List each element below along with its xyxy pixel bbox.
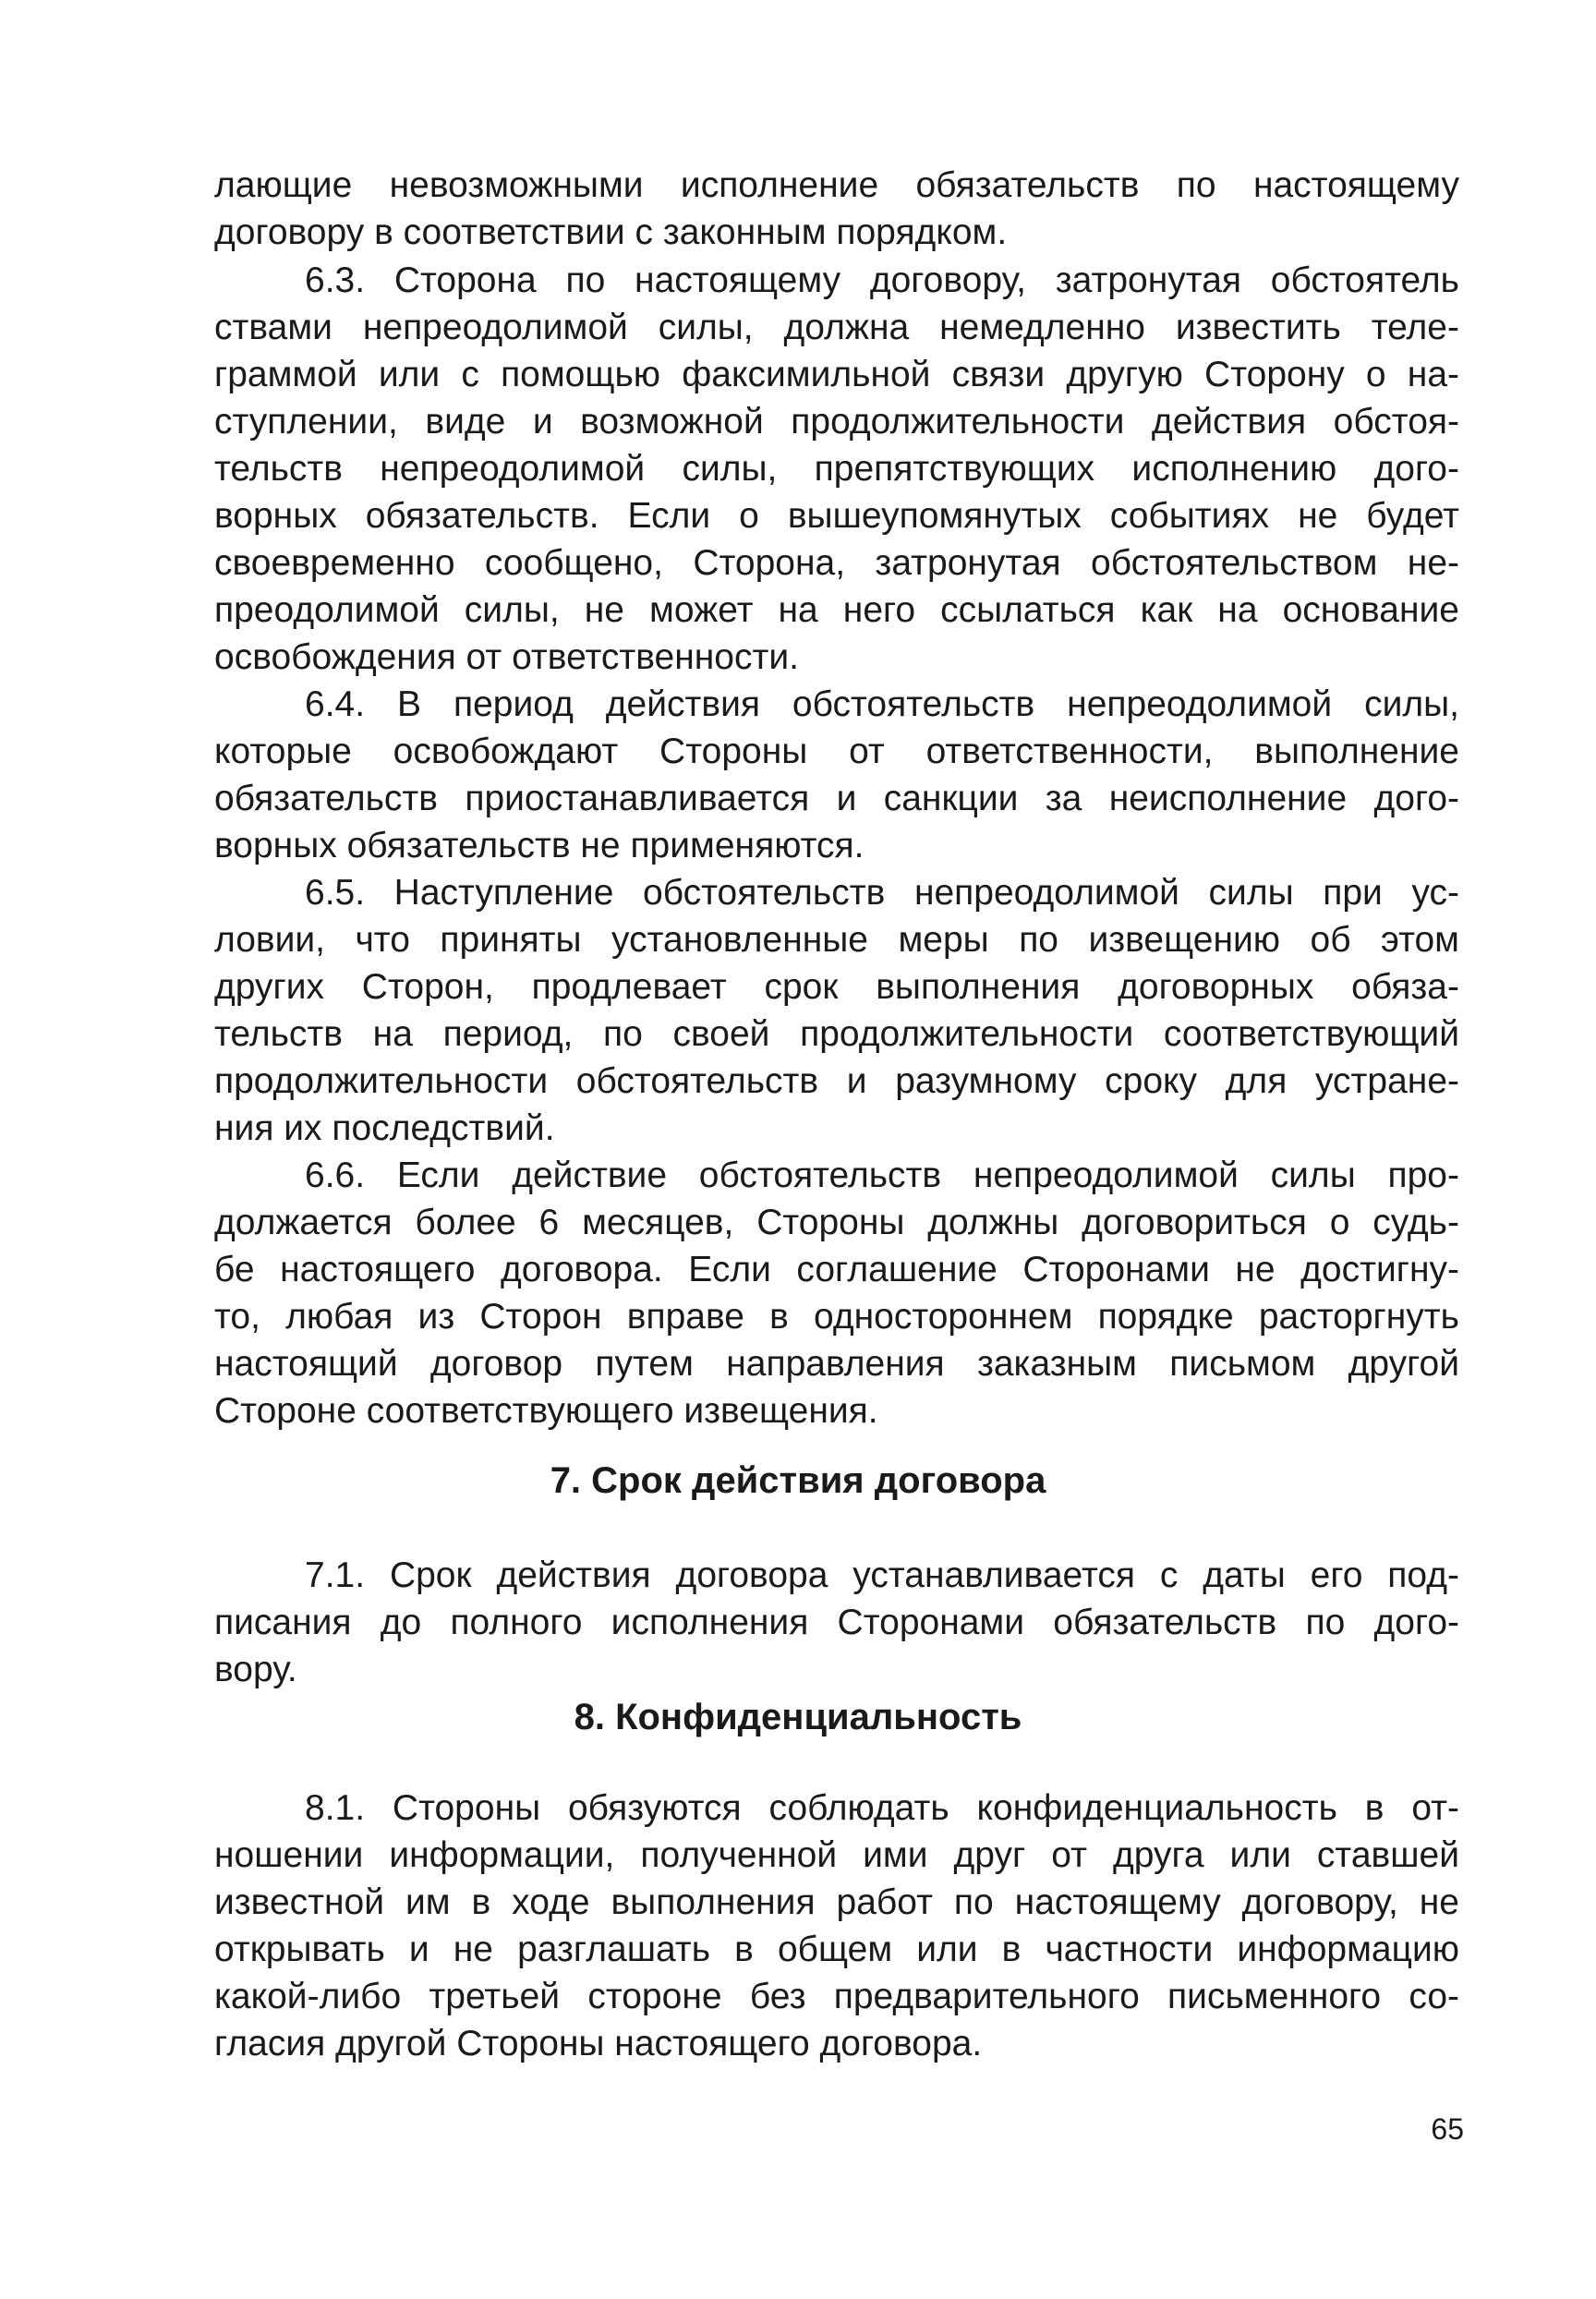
text-line <box>0 776 1596 822</box>
paragraph-6-6-first-line <box>0 1153 1596 1199</box>
text-line <box>0 1833 1596 1879</box>
text-line <box>0 446 1596 492</box>
section-heading-7: 7. Срок действия договора <box>550 1460 1046 1501</box>
text-line-content: которые освобождают Стороны от ответственности, выполнение <box>214 732 1459 771</box>
text-line-content: вору. <box>214 1650 297 1689</box>
text-line-content: гласия другой Стороны настоящего договора. <box>214 2024 983 2063</box>
paragraph-6-3-first-line <box>0 258 1596 304</box>
text-line-content: 7.1. Срок действия договора устанавливается с даты его под- <box>305 1555 1459 1595</box>
text-line-content: известной им в ходе выполнения работ по настоящему договору, не <box>214 1882 1459 1922</box>
text-line-content: лающие невозможными исполнение обязательств по настоящему <box>214 165 1459 205</box>
text-line <box>0 1600 1596 1646</box>
text-line-content: договору в соответствии с законным порядком. <box>214 212 1008 252</box>
text-line <box>0 352 1596 398</box>
text-line <box>0 1294 1596 1340</box>
text-line-content: ловии, что приняты установленные меры по извещению об этом <box>214 920 1459 960</box>
text-line <box>0 1059 1596 1105</box>
text-line <box>0 210 1596 256</box>
text-line <box>0 587 1596 634</box>
text-line <box>0 1200 1596 1246</box>
text-line <box>0 1388 1596 1434</box>
text-line <box>0 493 1596 539</box>
text-line-content: писания до полного исполнения Сторонами обязательств по дого- <box>214 1603 1459 1642</box>
text-line <box>0 635 1596 681</box>
text-line <box>0 964 1596 1010</box>
text-line <box>0 1011 1596 1058</box>
paragraph-6-4-first-line <box>0 682 1596 728</box>
text-line-content: продолжительности обстоятельств и разумному сроку для устране- <box>214 1061 1459 1101</box>
text-line <box>0 1880 1596 1926</box>
text-line <box>0 729 1596 775</box>
text-line-content: открывать и не разглашать в общем или в частности информацию <box>214 1930 1459 1969</box>
text-line-content: 6.4. В период действия обстоятельств непреодолимой силы, <box>305 684 1459 724</box>
text-line <box>0 917 1596 963</box>
text-line-content: тельств непреодолимой силы, препятствующих исполнению дого- <box>214 449 1459 489</box>
text-line <box>0 1647 1596 1693</box>
paragraph-8-1-first-line <box>0 1785 1596 1832</box>
section-heading-8: 8. Конфиденциальность <box>574 1697 1022 1737</box>
paragraph-7-1-first-line <box>0 1553 1596 1599</box>
text-line-content: Стороне соответствующего извещения. <box>214 1391 878 1431</box>
text-line <box>0 1927 1596 1973</box>
text-line-content: тельств на период, по своей продолжительности соответствующий <box>214 1014 1459 1054</box>
text-line-content: ния их последствий. <box>214 1108 555 1148</box>
text-line-content: обязательств приостанавливается и санкции за неисполнение дого- <box>214 779 1459 818</box>
text-line-content: бе настоящего договора. Если соглашение Сторонами не достигну- <box>214 1250 1459 1289</box>
text-line-content: какой-либо третьей стороне без предварительного письменного со- <box>214 1977 1459 2016</box>
text-line-content: граммой или с помощью факсимильной связи другую Сторону о на- <box>214 355 1459 394</box>
page-number: 65 <box>1431 2112 1464 2146</box>
text-line-content: 6.5. Наступление обстоятельств непреодолимой силы при ус- <box>305 873 1459 913</box>
text-line-content: настоящий договор путем направления заказным письмом другой <box>214 1344 1459 1384</box>
text-line <box>0 399 1596 445</box>
text-line <box>0 305 1596 351</box>
text-line-content: ношении информации, полученной ими друг от друга или ставшей <box>214 1835 1459 1875</box>
text-line-content: ворных обязательств. Если о вышеупомянутых событиях не будет <box>214 496 1459 536</box>
text-line <box>0 1974 1596 2020</box>
text-line-content: 8.1. Стороны обязуются соблюдать конфиденциальность в от- <box>305 1788 1459 1828</box>
text-line <box>0 2021 1596 2067</box>
text-line-content: преодолимой силы, не может на него ссылаться как на основание <box>214 590 1459 630</box>
text-line-content: освобождения от ответственности. <box>214 637 799 677</box>
text-line-content: своевременно сообщено, Сторона, затронутая обстоятельством не- <box>214 543 1459 583</box>
paragraph-6-5-first-line <box>0 870 1596 916</box>
text-line <box>0 823 1596 869</box>
text-line <box>0 540 1596 587</box>
text-line-content: ствами непреодолимой силы, должна немедленно известить теле- <box>214 308 1459 347</box>
text-line-content: должается более 6 месяцев, Стороны должны договориться о судь- <box>214 1203 1459 1242</box>
text-line <box>0 163 1596 209</box>
text-line-content: ворных обязательств не применяются. <box>214 826 864 865</box>
text-line <box>0 1341 1596 1387</box>
text-line-content: других Сторон, продлевает срок выполнения договорных обяза- <box>214 967 1459 1007</box>
text-line-content: то, любая из Сторон вправе в одностороннем порядке расторгнуть <box>214 1297 1459 1337</box>
text-line <box>0 1247 1596 1293</box>
text-line <box>0 1106 1596 1152</box>
text-line-content: 6.3. Сторона по настоящему договору, затронутая обстоятель <box>305 260 1459 300</box>
text-line-content: ступлении, виде и возможной продолжительности действия обстоя- <box>214 402 1459 442</box>
text-line-content: 6.6. Если действие обстоятельств непреодолимой силы про- <box>305 1156 1459 1195</box>
